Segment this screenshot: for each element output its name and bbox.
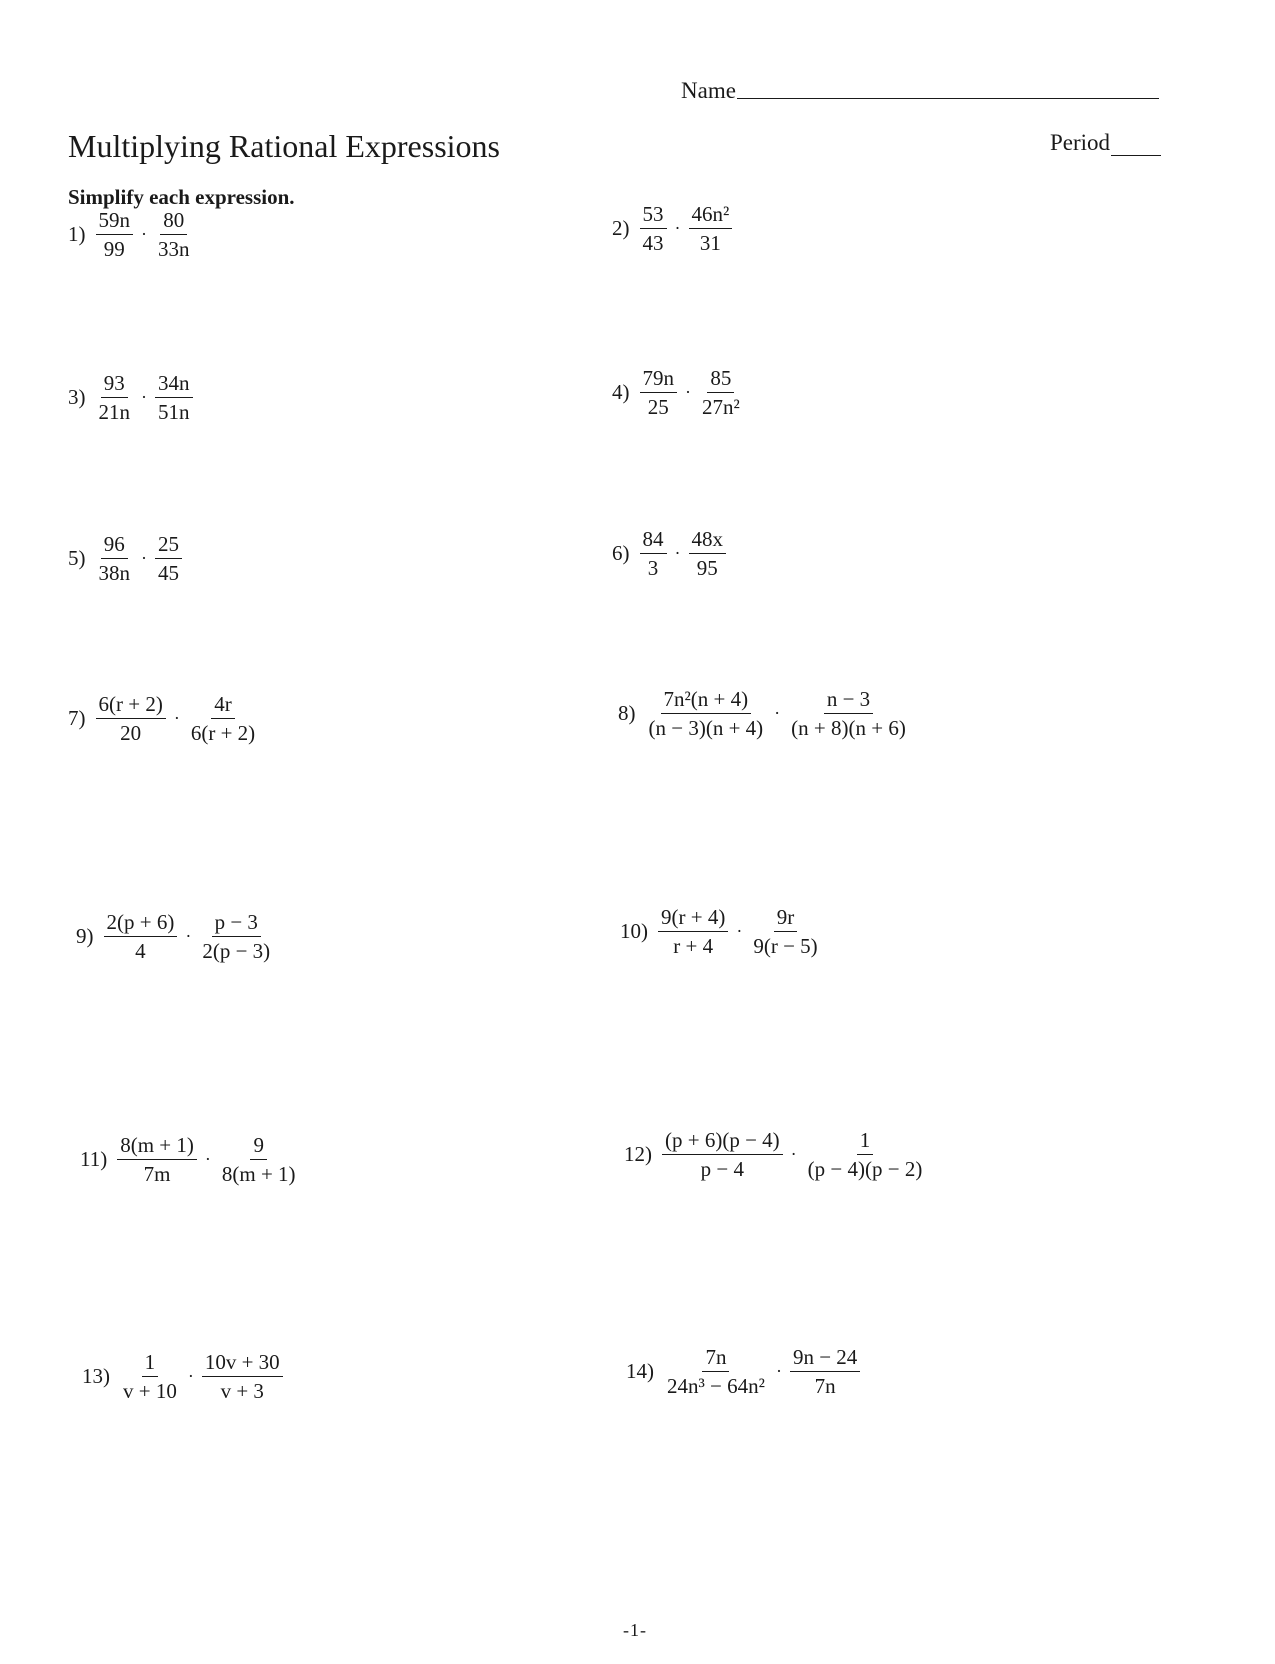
- problem-13: [82, 1348, 285, 1405]
- fraction-1: [646, 685, 767, 742]
- problem-number: 10): [620, 918, 648, 943]
- numerator: 6(r + 2): [96, 690, 166, 719]
- denominator: 7m: [143, 1161, 171, 1186]
- fraction-2: [689, 200, 733, 257]
- numerator: 34n: [155, 369, 193, 398]
- period-blank[interactable]: [1111, 155, 1161, 156]
- numerator: 80: [160, 206, 187, 235]
- fraction-2: [155, 206, 193, 263]
- denominator: 20: [120, 720, 142, 745]
- denominator: 7n: [814, 1373, 836, 1398]
- problem-number: 13): [82, 1363, 110, 1388]
- problem-8: [618, 685, 911, 742]
- fraction-2: [199, 908, 273, 965]
- problem-number: 8): [618, 700, 636, 725]
- fraction-2: [699, 364, 743, 421]
- worksheet-title: Multiplying Rational Expressions: [68, 128, 500, 164]
- multiply-symbol: ·: [674, 217, 681, 238]
- denominator: (p − 4)(p − 2): [807, 1156, 923, 1181]
- denominator: 21n: [98, 399, 130, 424]
- fraction-2: [750, 903, 820, 960]
- denominator: 51n: [158, 399, 190, 424]
- problem-9: [76, 908, 275, 965]
- numerator: 84: [640, 525, 667, 554]
- problem-number: 7): [68, 705, 86, 730]
- denominator: 9(r − 5): [753, 933, 818, 958]
- problem-5: [68, 530, 184, 587]
- fraction-2: [188, 690, 258, 747]
- multiply-symbol: ·: [141, 223, 147, 244]
- numerator: 7n: [702, 1343, 729, 1372]
- numerator: 59n: [96, 206, 134, 235]
- problem-6: [612, 525, 728, 582]
- problem-number: 11): [80, 1146, 108, 1171]
- fraction-1: [640, 364, 678, 421]
- denominator: 2(p − 3): [202, 938, 271, 963]
- multiply-symbol: ·: [674, 542, 681, 563]
- problem-10: [620, 903, 823, 960]
- numerator: 10v + 30: [202, 1348, 283, 1377]
- problem-1: [68, 206, 195, 263]
- fraction-1: [120, 1348, 180, 1405]
- multiply-symbol: ·: [187, 1365, 194, 1386]
- denominator: v + 3: [220, 1378, 264, 1403]
- numerator: 46n²: [689, 200, 733, 229]
- denominator: p − 4: [700, 1156, 744, 1181]
- fraction-2: [788, 685, 909, 742]
- problem-number: 5): [68, 545, 86, 570]
- denominator: 4: [135, 938, 146, 963]
- numerator: 53: [640, 200, 667, 229]
- fraction-1: [96, 530, 134, 587]
- problem-number: 4): [612, 379, 630, 404]
- multiply-symbol: ·: [774, 702, 781, 723]
- fraction-1: [662, 1126, 783, 1183]
- numerator: 1: [142, 1348, 159, 1377]
- multiply-symbol: ·: [685, 381, 691, 402]
- numerator: 96: [101, 530, 128, 559]
- numerator: 9n − 24: [790, 1343, 860, 1372]
- problem-2: [612, 200, 734, 257]
- fraction-1: [104, 908, 178, 965]
- numerator: 7n²(n + 4): [661, 685, 752, 714]
- numerator: p − 3: [212, 908, 261, 937]
- denominator: v + 10: [123, 1378, 177, 1403]
- numerator: 25: [155, 530, 182, 559]
- denominator: 8(m + 1): [221, 1161, 296, 1186]
- numerator: 9r: [774, 903, 798, 932]
- fraction-1: [117, 1131, 197, 1188]
- numerator: 48x: [689, 525, 727, 554]
- multiply-symbol: ·: [173, 707, 180, 728]
- denominator: 95: [696, 555, 718, 580]
- fraction-2: [155, 530, 182, 587]
- numerator: 9: [250, 1131, 267, 1160]
- problem-12: [624, 1126, 927, 1183]
- problem-number: 14): [626, 1358, 654, 1383]
- page-number: -1-: [623, 1620, 647, 1640]
- period-label: Period: [1050, 130, 1111, 155]
- name-blank[interactable]: [737, 98, 1159, 99]
- numerator: 85: [707, 364, 734, 393]
- fraction-1: [658, 903, 728, 960]
- multiply-symbol: ·: [790, 1143, 797, 1164]
- denominator: 25: [647, 394, 669, 419]
- fraction-1: [640, 200, 667, 257]
- fraction-1: [640, 525, 667, 582]
- denominator: 99: [103, 236, 125, 261]
- fraction-1: [96, 369, 134, 426]
- fraction-2: [202, 1348, 283, 1405]
- problem-number: 6): [612, 540, 630, 565]
- numerator: 93: [101, 369, 128, 398]
- numerator: 79n: [640, 364, 678, 393]
- multiply-symbol: ·: [775, 1360, 782, 1381]
- problem-number: 3): [68, 384, 86, 409]
- name-label: Name: [681, 78, 736, 103]
- numerator: 9(r + 4): [658, 903, 728, 932]
- problem-14: [626, 1343, 862, 1400]
- numerator: 4r: [211, 690, 235, 719]
- problem-number: 1): [68, 221, 86, 246]
- fraction-1: [664, 1343, 768, 1400]
- fraction-2: [805, 1126, 926, 1183]
- denominator: 3: [647, 555, 659, 580]
- denominator: 24n³ − 64n²: [667, 1373, 765, 1398]
- denominator: (n − 3)(n + 4): [648, 715, 764, 740]
- multiply-symbol: ·: [185, 925, 192, 946]
- multiply-symbol: ·: [141, 547, 147, 568]
- fraction-2: [155, 369, 193, 426]
- denominator: 27n²: [702, 394, 740, 419]
- fraction-2: [219, 1131, 299, 1188]
- fraction-1: [96, 206, 134, 263]
- fraction-1: [96, 690, 166, 747]
- numerator: n − 3: [824, 685, 873, 714]
- denominator: 45: [158, 560, 179, 585]
- denominator: 43: [642, 230, 664, 255]
- denominator: r + 4: [673, 933, 714, 958]
- numerator: (p + 6)(p − 4): [662, 1126, 783, 1155]
- problem-3: [68, 369, 195, 426]
- problem-7: [68, 690, 260, 747]
- multiply-symbol: ·: [204, 1148, 211, 1169]
- denominator: 6(r + 2): [190, 720, 256, 745]
- numerator: 2(p + 6): [104, 908, 178, 937]
- fraction-2: [689, 525, 727, 582]
- problem-number: 12): [624, 1141, 652, 1166]
- denominator: 33n: [158, 236, 190, 261]
- problem-number: 2): [612, 215, 630, 240]
- numerator: 8(m + 1): [117, 1131, 197, 1160]
- denominator: (n + 8)(n + 6): [791, 715, 906, 740]
- denominator: 31: [699, 230, 721, 255]
- multiply-symbol: ·: [141, 386, 147, 407]
- instructions: Simplify each expression.: [68, 185, 295, 209]
- multiply-symbol: ·: [736, 920, 743, 941]
- fraction-2: [790, 1343, 860, 1400]
- problem-11: [80, 1131, 301, 1188]
- problem-number: 9): [76, 923, 94, 948]
- numerator: 1: [857, 1126, 874, 1155]
- denominator: 38n: [98, 560, 130, 585]
- problem-4: [612, 364, 745, 421]
